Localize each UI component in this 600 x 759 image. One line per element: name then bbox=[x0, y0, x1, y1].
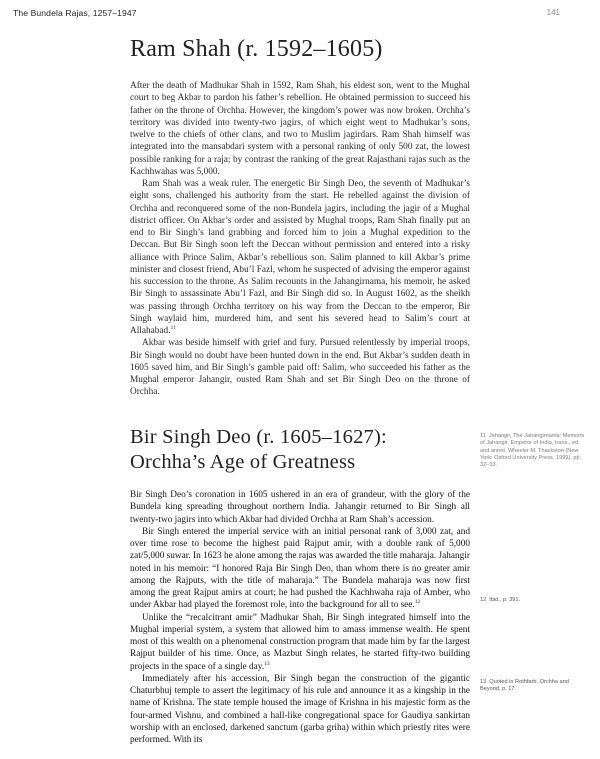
footnote-ref: 12 bbox=[414, 599, 421, 606]
bir-singh-body bbox=[130, 489, 470, 746]
sidenote-number: 13 bbox=[480, 679, 487, 685]
paragraph-text: Ram Shah was a weak ruler. The energetic Bir Singh Deo, the seventh of Madhukar’s eight sons, challenged his authority from the start. He rebelled against the division of Orchha and reconquered some of the non-Bundela jagirs, including the jagir of a Mughal district officer. On Akbar’s order and assisted by Mughal troops, Ram Shah finally put an end to Bir Singh’s land grabbing and forced him to join a Mughal expedition to the Deccan. But Bir Singh soon left the Deccan without permission and entered into a risky alliance with Prince Salim, Akbar’s rebellious son. Salim planned to kill Akbar’s prime minister and closest friend, Abu’l Fazl, whom he suspected of advising the emperor against his succession to the throne. As Salim recounts in the Jahangirnama, his memoir, he asked Bir Singh to assassinate Abu’l Fazl, and Bir Singh did so. In August 1602, as the sheikh was passing through Orchha territory on his way from the Deccan to the emperor, Bir Singh waylaid him, murdered him, and sent his severed head to Salim’s court at Allahabad. bbox=[130, 179, 470, 336]
paragraph bbox=[130, 178, 470, 337]
footnote-ref: 11 bbox=[170, 324, 176, 331]
footnote-ref: 13 bbox=[264, 660, 270, 667]
sidenote bbox=[480, 433, 590, 469]
paragraph bbox=[130, 612, 470, 673]
heading-line: Bir Singh Deo (r. 1605–1627): bbox=[130, 426, 387, 448]
sidenote-text: Ibid., p. 391. bbox=[489, 597, 521, 603]
paragraph: Immediately after his accession, Bir Singh began the construction of the gigantic Chaturbhuj temple to assert the legitimacy of his rule and announce it as a kingship in the name of Krishna. The state temple housed the image of Krishna in his majestic form as the four-armed Vishnu, and combined a hall-like congregational space for Gaudiya sankirtan worship with an enclosed, darkened sanctum (garba griha) within which priestly rites were performed. With its bbox=[130, 673, 470, 745]
sidenote-text: Quoted in Rothfarb, Orchha and Beyond, p. 17. bbox=[480, 679, 569, 693]
sidenote-text: Jahangir, The Jahangirnama: Memoirs of Jahangir, Emperor of India, trans., ed. and annot. Wheeler M. Thackston (New York: Oxford University Press, 1999), pp. 32–33. bbox=[480, 433, 585, 469]
sidenote bbox=[480, 679, 590, 694]
ram-shah-body bbox=[130, 80, 470, 399]
heading-line: Orchha’s Age of Greatness bbox=[130, 451, 356, 473]
paragraph-text: Unlike the “recalcitrant amir” Madhukar Shah, Bir Singh integrated himself into the Mughal imperial system, a system that allowed him to amass immense wealth. He spent most of this wealth on a phenomenal construction program that made him by far the largest Rajput builder of his time. Once, as Mazbut Singh relates, he started fifty-two building projects in the space of a single day. bbox=[130, 612, 470, 672]
sidenote-number: 11 bbox=[480, 433, 486, 439]
page-number: 141 bbox=[546, 8, 560, 17]
sidenote bbox=[480, 597, 590, 604]
running-head: The Bundela Rajas, 1257–1947 bbox=[13, 8, 137, 18]
paragraph: Bir Singh Deo’s coronation in 1605 ushered in an era of grandeur, with the glory of the Bundela king spreading throughout northern India. Jahangir returned to Bir Singh all twenty-two jagirs into which Akbar had divided Orchha at Ram Shah’s accession. bbox=[130, 490, 470, 525]
paragraph: After the death of Madhukar Shah in 1592, Ram Shah, his eldest son, went to the Mughal court to beg Akbar to pardon his father’s rebellion. He obtained permission to succeed his father on the throne of Orchha. However, the kingdom’s power was now broken. Orchha’s territory was divided into twenty-two jagirs, of which eight went to Madhukar’s sons, twelve to the chiefs of other clans, and two to Muslim jagirdars. Ram Shah himself was integrated into the mansabdari system with a personal ranking of only 500 zat, the lowest possible ranking for a raja; by contrast the ranking of the great Rajasthani rajas such as the Kachhwahas was 5,000. bbox=[130, 81, 470, 177]
section-heading-ram-shah: Ram Shah (r. 1592–1605) bbox=[130, 36, 383, 62]
paragraph bbox=[130, 526, 470, 612]
sidenote-number: 12 bbox=[480, 597, 487, 603]
paragraph-text: Bir Singh entered the imperial service with an initial personal rank of 3,000 zat, and over time rose to become the highest paid Rajput amir, with a double rank of 5,000 zat/5,000 suwar. In 1623 he alone among the rajas was awarded the title maharaja. Jahangir noted in his memoir: “I honored Raja Bir Singh Deo, than whom there is no greater amir among the Rajputs, with the title of maharaja.” The Bundela maharaja was now first among the great Rajput amirs at court; he had pushed the Kachhwaha raja of Amber, who under Akbar had played the foremost role, into the background for all to see. bbox=[130, 526, 470, 611]
paragraph: Akbar was beside himself with grief and fury. Pursued relentlessly by imperial troops, Bir Singh would no doubt have been hunted down in the end. But Akbar’s sudden death in 1605 saved him, and Bir Singh’s gamble paid off: Salim, who succeeded his father as the Mughal emperor Jahangir, ousted Ram Shah and set Bir Singh Deo on the throne of Orchha. bbox=[130, 338, 470, 398]
section-heading-bir-singh bbox=[130, 425, 387, 475]
